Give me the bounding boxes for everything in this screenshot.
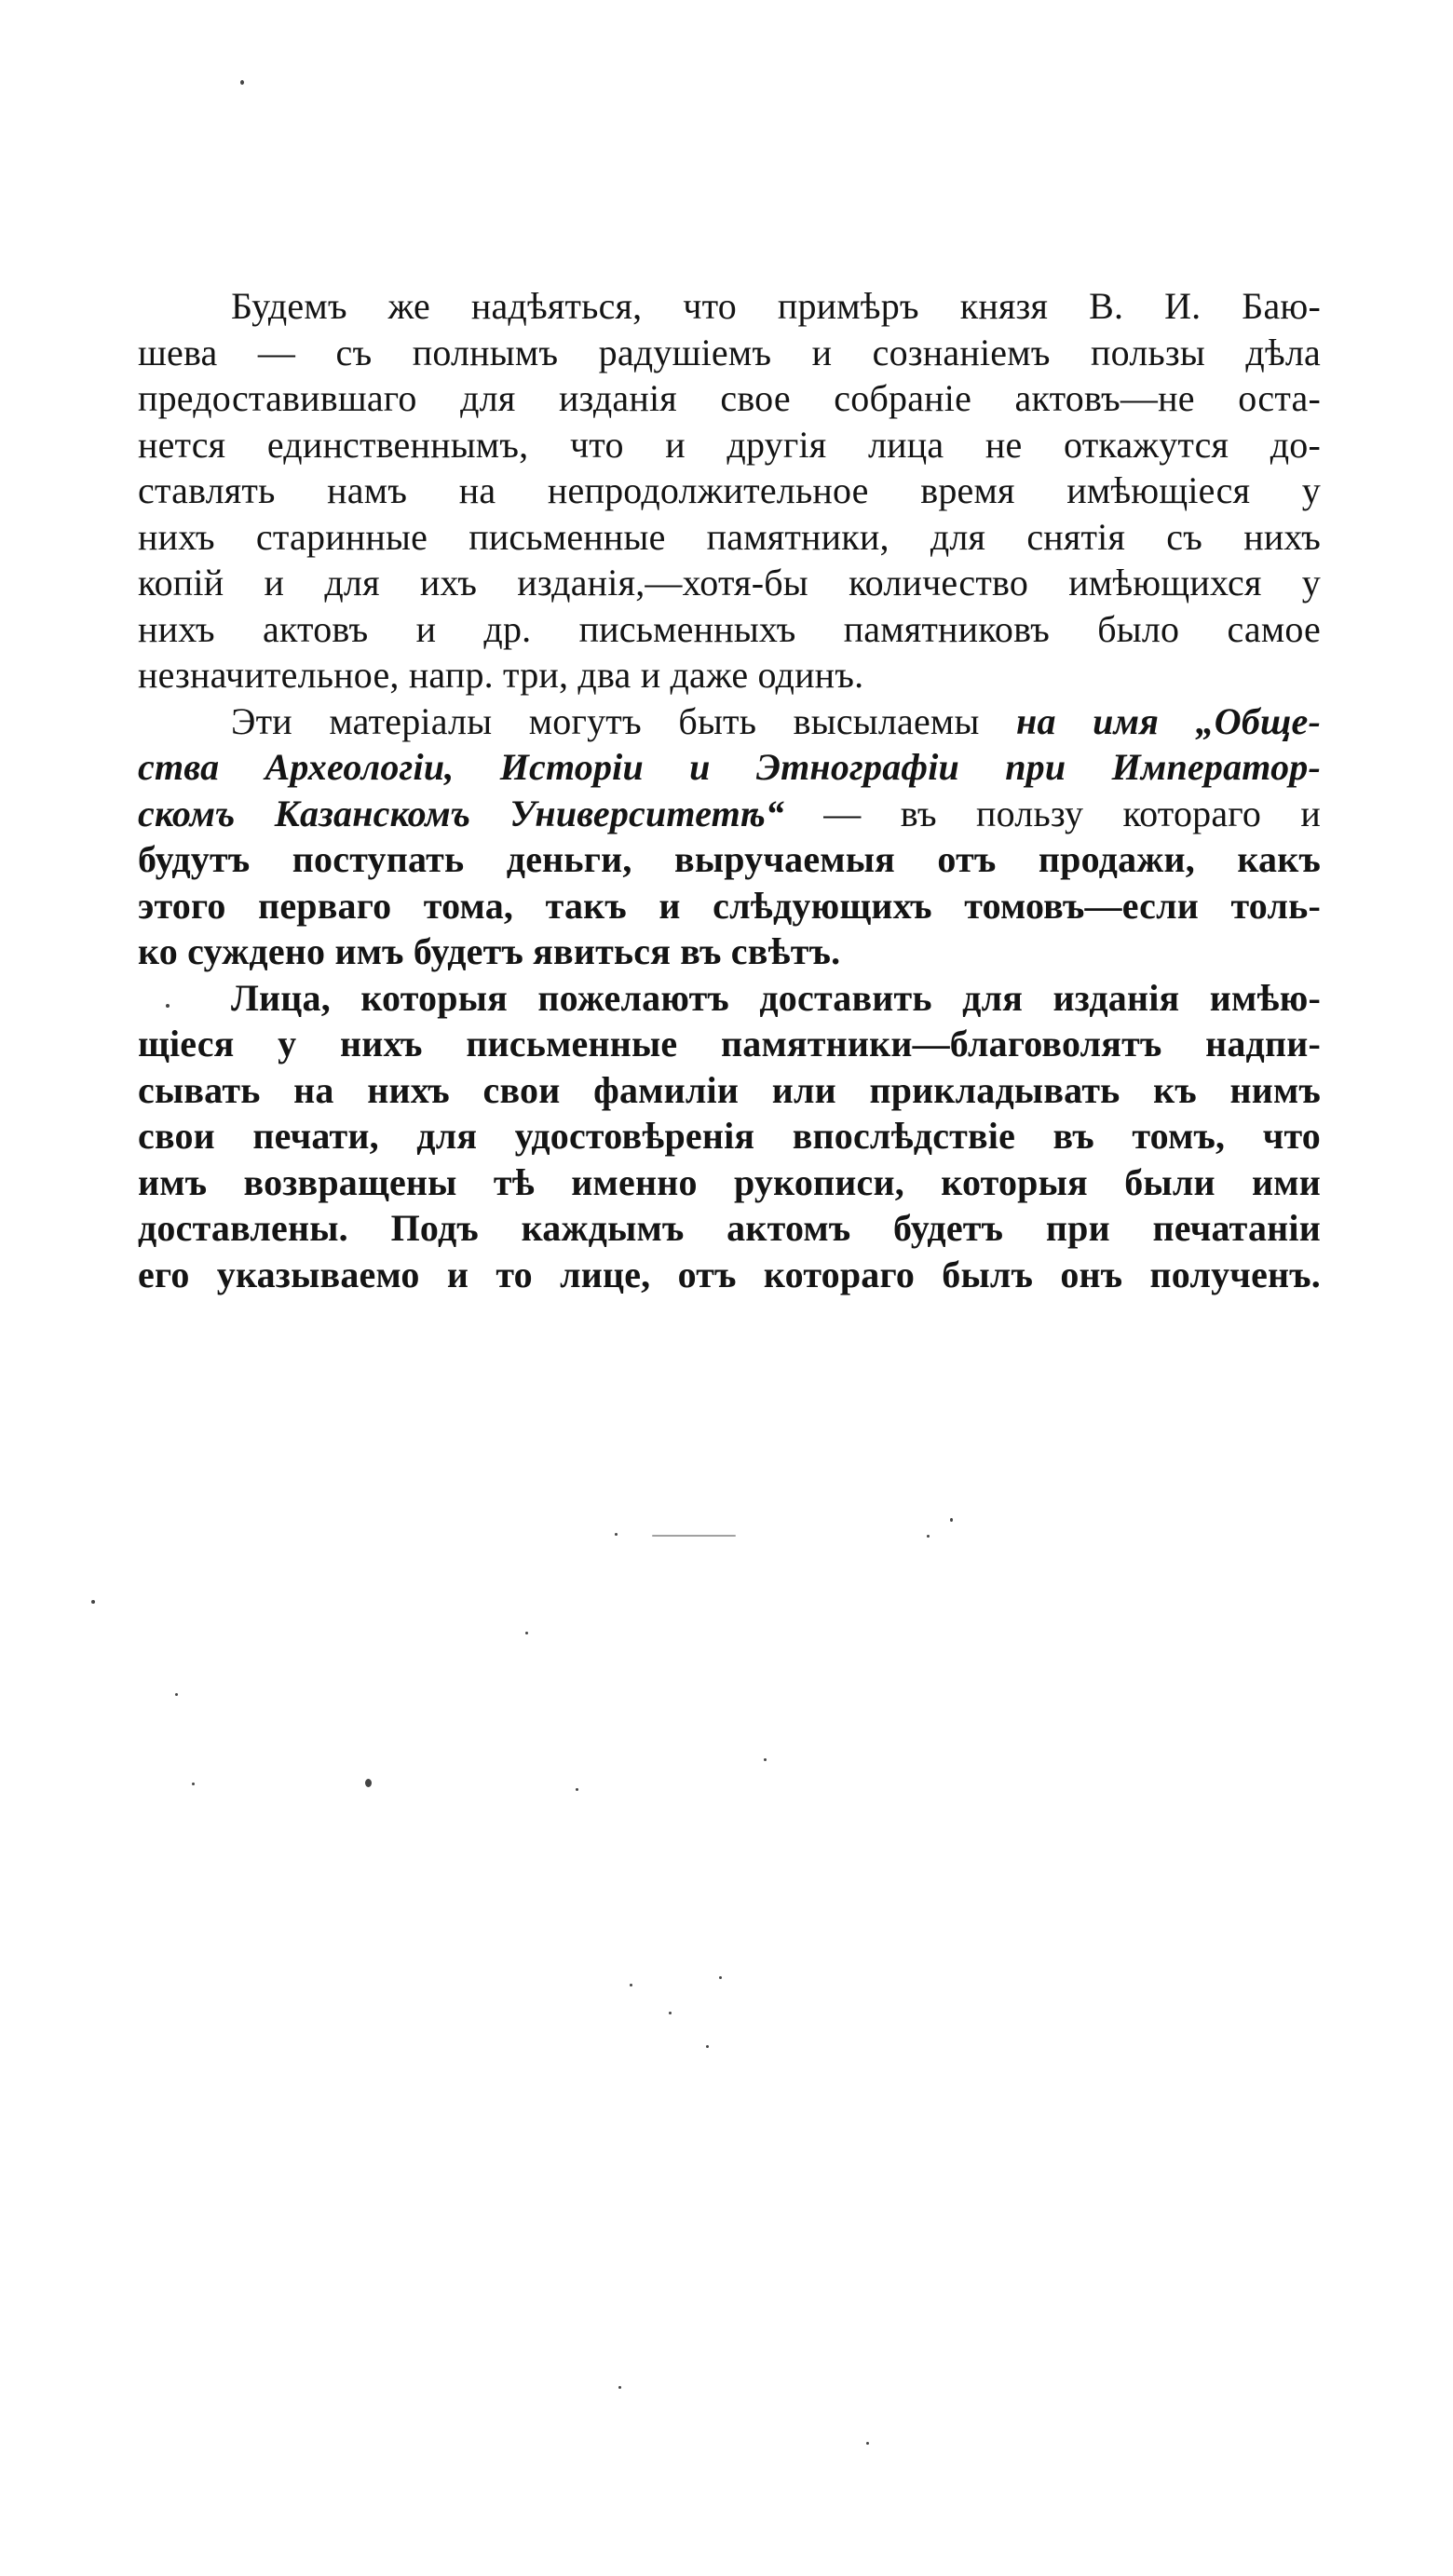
italic-segment: скомъ Казанскомъ Университетѣ“ [138, 792, 785, 834]
scan-speck [764, 1758, 767, 1761]
scan-speck [950, 1518, 953, 1522]
text-segment: ко суждено имъ будетъ явиться въ свѣтъ. [138, 930, 841, 972]
paragraph-1 [138, 283, 1321, 698]
text-line [138, 375, 1321, 422]
text-line [138, 468, 1321, 514]
text-segment: Будемъ же надѣяться, что примѣръ князя В. И. Баю- [231, 285, 1321, 327]
scan-speck [175, 1693, 178, 1696]
scan-speck [166, 1004, 170, 1008]
text-segment: будутъ поступать деньги, выручаемыя отъ продажи, какъ [138, 838, 1321, 880]
text-segment: незначительное, напр. три, два и даже одинъ. [138, 654, 864, 696]
scan-speck [866, 2442, 869, 2445]
scan-speck [927, 1535, 930, 1538]
scan-speck [91, 1600, 95, 1604]
text-segment: сывать на нихъ свои фамиліи или прикладывать къ нимъ [138, 1068, 1321, 1111]
text-segment: нихъ актовъ и др. письменныхъ памятниковъ было самое [138, 607, 1321, 650]
text-segment: — въ пользу котораго и [784, 792, 1321, 834]
text-segment: предоставившаго для изданія свое собраніе актовъ—не оста- [138, 377, 1321, 419]
paragraph-3 [138, 975, 1321, 1298]
scan-speck [630, 1984, 632, 1986]
text-line [138, 883, 1321, 929]
text-line [138, 652, 1321, 698]
text-line [138, 514, 1321, 561]
text-line [138, 1021, 1321, 1067]
scan-speck [706, 2045, 709, 2048]
text-segment: нихъ старинные письменные памятники, для снятія съ нихъ [138, 515, 1321, 558]
text-segment: щіеся у нихъ письменные памятники—благоволятъ надпи- [138, 1023, 1321, 1064]
scan-speck [618, 2386, 621, 2389]
text-line [138, 698, 1321, 745]
text-line [138, 1113, 1321, 1159]
italic-segment: ства Археологіи, Исторіи и Этнографіи при Император- [138, 746, 1321, 788]
text-segment: доставлены. Подъ каждымъ актомъ будетъ при печатаніи [138, 1207, 1321, 1249]
scan-speck [669, 2012, 672, 2014]
text-segment: шева — съ полнымъ радушіемъ и сознаніемъ пользы дѣла [138, 331, 1321, 373]
scan-speck [525, 1632, 528, 1634]
italic-segment: на имя „Обще- [1016, 699, 1321, 742]
text-line [138, 1159, 1321, 1206]
scan-speck [240, 80, 244, 85]
text-segment: нется единственнымъ, что и другія лица не откажутся до- [138, 423, 1321, 466]
text-line [138, 929, 1321, 975]
scan-speck [652, 1535, 736, 1537]
text-segment: Лица, которыя пожелаютъ доставить для изданія имѣю- [231, 976, 1321, 1019]
text-line [138, 1252, 1321, 1298]
scan-speck [576, 1788, 578, 1791]
scan-speck [192, 1783, 195, 1785]
text-segment: этого перваго тома, такъ и слѣдующихъ томовъ—если толь- [138, 884, 1321, 927]
text-line [138, 560, 1321, 606]
page-body-text [138, 283, 1321, 1297]
text-line [138, 1067, 1321, 1114]
text-line [138, 422, 1321, 468]
text-line [138, 975, 1321, 1022]
text-segment: его указываемо и то лице, отъ котораго былъ онъ полученъ. [138, 1253, 1321, 1295]
text-line [138, 283, 1321, 330]
paragraph-2 [138, 698, 1321, 975]
text-line [138, 606, 1321, 653]
scan-speck [719, 1976, 722, 1979]
text-segment: свои печати, для удостовѣренія впослѣдствіе въ томъ, что [138, 1115, 1321, 1157]
scan-speck [365, 1779, 372, 1787]
text-segment: Эти матеріалы могутъ быть высылаемы [231, 699, 1017, 742]
text-line [138, 836, 1321, 883]
text-line [138, 791, 1321, 837]
scan-speck [615, 1533, 618, 1536]
text-line [138, 1205, 1321, 1252]
text-segment: ставлять намъ на непродолжительное время имѣющіеся у [138, 469, 1321, 511]
text-segment: имъ возвращены тѣ именно рукописи, которыя были ими [138, 1160, 1321, 1203]
text-segment: копій и для ихъ изданія,—хотя-бы количество имѣющихся у [138, 562, 1321, 603]
text-line [138, 330, 1321, 376]
text-line [138, 744, 1321, 791]
